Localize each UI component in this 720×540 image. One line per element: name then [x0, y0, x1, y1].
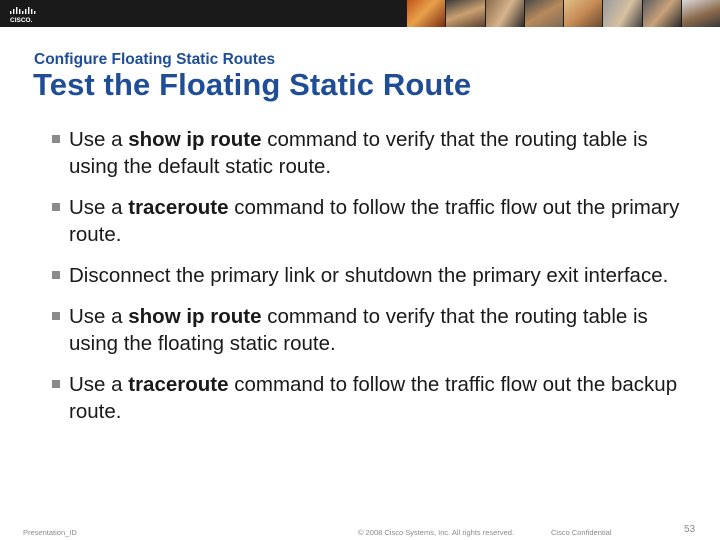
header-photo	[525, 0, 563, 27]
page-number: 53	[684, 524, 696, 535]
bullet-item	[52, 262, 692, 289]
bullet-text: Use a	[69, 305, 129, 328]
header-photo	[564, 0, 602, 27]
header-photo	[486, 0, 524, 27]
footer-confidential: Cisco Confidential	[551, 528, 612, 537]
bullet-text: Disconnect the primary link or shutdown the primary exit interface.	[69, 264, 669, 287]
header-photo	[407, 0, 445, 27]
header-photo	[643, 0, 681, 27]
bullet-item	[52, 126, 692, 180]
command-keyword: traceroute	[128, 373, 229, 396]
cisco-logo-icon	[8, 4, 42, 24]
bullet-text: command to follow the traffic flow out the backup route.	[69, 373, 678, 423]
bullet-item	[52, 194, 692, 248]
bullet-text: command to verify that the routing table is using the default static route.	[69, 128, 648, 178]
header-photo-strip	[407, 0, 720, 27]
square-bullet-icon	[52, 203, 60, 211]
bullet-text: Use a	[69, 196, 129, 219]
bullet-text: Use a	[69, 373, 129, 396]
bullet-item	[52, 371, 692, 425]
header-photo	[603, 0, 641, 27]
command-keyword: show ip route	[128, 128, 262, 151]
logo-text: CISCO.	[10, 17, 33, 24]
square-bullet-icon	[52, 380, 60, 388]
header-photo	[446, 0, 484, 27]
command-keyword: traceroute	[128, 196, 229, 219]
square-bullet-icon	[52, 271, 60, 279]
bullet-text: Use a	[69, 128, 129, 151]
footer-copyright: © 2008 Cisco Systems, Inc. All rights reserved.	[358, 528, 515, 537]
section-title: Configure Floating Static Routes	[34, 51, 276, 68]
header-bar	[0, 0, 720, 27]
footer-presentation-id: Presentation_ID	[23, 528, 77, 537]
slide-title: Test the Floating Static Route	[33, 67, 472, 102]
square-bullet-icon	[52, 312, 60, 320]
command-keyword: show ip route	[128, 305, 262, 328]
bullet-text: command to verify that the routing table is using the floating static route.	[69, 305, 648, 355]
header-photo	[682, 0, 720, 27]
square-bullet-icon	[52, 135, 60, 143]
bullet-item	[52, 303, 692, 357]
bullet-list	[52, 126, 692, 439]
bullet-text: command to follow the traffic flow out the primary route.	[69, 196, 680, 246]
